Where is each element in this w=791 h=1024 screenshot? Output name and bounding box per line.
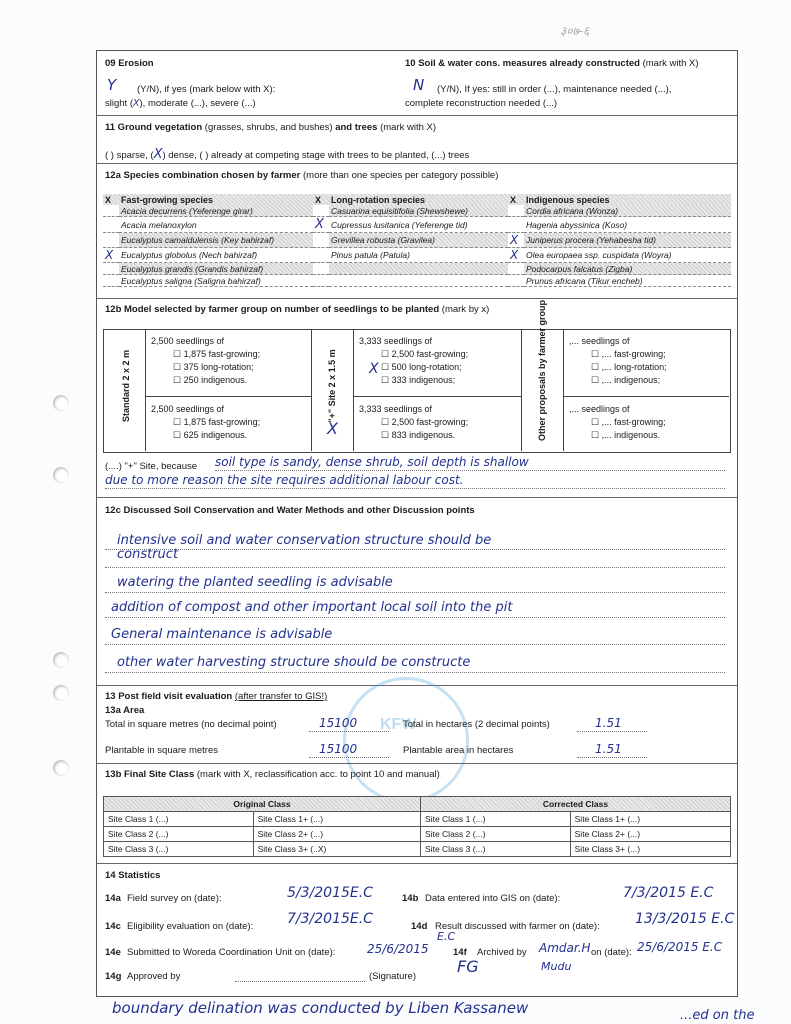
approved-by-label: Approved by <box>127 971 181 982</box>
archived-by-name: Amdar.H <box>539 941 591 955</box>
soilwater-heading: 10 Soil & water cons. measures already constructed (mark with X) <box>405 58 699 69</box>
site-class-table: Original Class Corrected Class Site Class 1 (...) Site Class 1+ (...) Site Class 1 (...) Site Class 1+ (...) Site Class 2 (...) Site Class 2+ (...) Site Class 2 (...) Site Class 2+ (...) Site Class 3 (...) Site Class 3+ (..X) Site Class 3 (...) Site Class 3+ (...) <box>103 796 731 857</box>
species-row: Acacia melanoxylon X Cupressus lusitanica (Yeferenge tid) Hagenia abyssinica (Koso) <box>103 217 731 233</box>
vegetation-options: ( ) sparse, (X) dense, ( ) already at competing stage with trees to be planted, (...) trees <box>105 147 470 162</box>
discussed-line: General maintenance is advisable <box>111 627 333 642</box>
discussed-heading: 12c Discussed Soil Conservation and Water Methods and other Discussion points <box>105 505 475 516</box>
binder-hole <box>53 760 69 776</box>
plant-ha-value: 1.51 <box>595 742 622 756</box>
species-row: Eucalyptus camaldulensis (Key bahirzaf) Grevillea robusta (Gravilea) X Juniperus procera (Yehabesha tid) <box>103 233 731 248</box>
soilwater-line2: complete reconstruction needed (...) <box>405 98 558 109</box>
binder-hole <box>53 467 69 483</box>
gis-entry-label: Data entered into GIS on (date): <box>425 893 561 904</box>
archived-by-signature: Mudu <box>541 960 572 973</box>
plus-site-mark: X <box>327 419 338 438</box>
plant-ha-label: Plantable area in hectares <box>403 745 514 756</box>
gis-entry-date: 7/3/2015 E.C <box>623 885 714 901</box>
col-fast: Fast-growing species <box>121 194 214 205</box>
woreda-label: Submitted to Woreda Coordination Unit on (date): <box>127 947 336 958</box>
discussed-line: intensive soil and water conservation structure should be <box>117 533 492 548</box>
discussed-line: addition of compost and other important local soil into the pit <box>111 600 513 615</box>
bottom-handwritten-note-2: ...ed on the <box>680 1008 755 1023</box>
species-table: X Fast-growing species X Long-rotation species X Indigenous species Acacia decurrens (Yeferenge girar) Casuarina equisitifolia (Shewshewe) Cordia africana (Wonza) Acacia melanoxylon X Cupressus lusitanica (Yeferenge tid) Hagenia abyssinica (Koso) Eucalyptus camaldulensis (Key bahirzaf) Grevillea robusta (Gravilea) X Juniperus procera (Yehabesha tid) X Eucalyptus globolus (Nech bahirzaf) Pinus patula (Patula) X Olea europaea ssp. cuspidata (Woyra) Eucalyptus grandis (Grandis bahirzaf) Podocarpus falcatus (Zigba) Eucalyptus saligna (Saligna bahirzaf) Prunus africana (Tikur encheb) <box>103 194 731 287</box>
approval-signature: FG <box>457 957 479 976</box>
discussed-line: other water harvesting structure should be constructe <box>117 655 471 670</box>
eligibility-label: Eligibility evaluation on (date): <box>127 921 254 932</box>
plus-option-b: 3,333 seedlings of ☐ 2,500 fast-growing; ☐ 833 indigenous. <box>359 404 469 440</box>
other-proposals-label: Other proposals by farmer group <box>537 299 547 441</box>
official-stamp: KFW <box>343 677 469 803</box>
site-class-row: Site Class 1 (...) Site Class 1+ (...) Site Class 1 (...) Site Class 1+ (...) <box>104 812 731 827</box>
post-heading: 13 Post field visit evaluation (after transfer to GIS!) <box>105 691 328 702</box>
site-class-row: Site Class 3 (...) Site Class 3+ (..X) Site Class 3 (...) Site Class 3+ (...) <box>104 842 731 857</box>
plus-site-label: "+" Site 2 x 1.5 m <box>327 349 337 423</box>
archived-date: 25/6/2015 E.C <box>637 940 723 954</box>
signature-label: (Signature) <box>369 971 416 982</box>
total-sqm-label: Total in square metres (no decimal point) <box>105 719 277 730</box>
soilwater-line1: (Y/N), If yes: still in order (...), maintenance needed (...), <box>437 84 672 95</box>
field-survey-date: 5/3/2015E.C <box>287 885 373 901</box>
col-indig: Indigenous species <box>526 194 610 205</box>
model-heading: 12b Model selected by farmer group on number of seedlings to be planted (mark by x) <box>105 304 490 315</box>
discussed-line: construct <box>117 547 179 562</box>
archived-on-label: on (date): <box>591 947 632 958</box>
standard-option-b: 2,500 seedlings of ☐ 1,875 fast-growing; ☐ 625 indigenous. <box>151 404 261 440</box>
species-row: Eucalyptus grandis (Grandis bahirzaf) Podocarpus falcatus (Zigba) <box>103 263 731 275</box>
soilwater-yn: N <box>413 76 425 94</box>
eligibility-date: 7/3/2015E.C <box>287 911 373 927</box>
standard-option-a: 2,500 seedlings of ☐ 1,875 fast-growing; ☐ 375 long-rotation; ☐ 250 indigenous. <box>151 336 261 385</box>
total-ha-value: 1.51 <box>595 716 622 730</box>
discussed-farmer-date: 13/3/2015 E.C <box>635 911 735 927</box>
erosion-heading: 09 Erosion <box>105 58 154 69</box>
plus-option-a: 3,333 seedlings of ☐ 2,500 fast-growing; ☐ 500 long-rotation; ☐ 333 indigenous; <box>359 336 469 385</box>
total-sqm-value: 15100 <box>319 716 358 730</box>
woreda-date: 25/6/2015 <box>367 942 429 956</box>
species-row: X Eucalyptus globolus (Nech bahirzaf) Pinus patula (Patula) X Olea europaea ssp. cuspidata (Woyra) <box>103 248 731 263</box>
binder-hole <box>53 395 69 411</box>
species-heading: 12a Species combination chosen by farmer (more than one species per category possible) <box>105 170 499 181</box>
because-line2: due to more reason the site requires additional labour cost. <box>105 473 464 487</box>
erosion-yn: Y <box>107 76 117 94</box>
woreda-date-era: E.C <box>437 930 456 943</box>
top-scribble: ३०७-६ <box>560 24 590 38</box>
because-line1: soil type is sandy, dense shrub, soil depth is shallow <box>215 455 529 469</box>
standard-label: Standard 2 x 2 m <box>121 349 131 423</box>
because-prefix: (....) "+" Site, because <box>105 461 198 472</box>
area-heading: 13a Area <box>105 705 145 716</box>
erosion-line2: slight (X), moderate (...), severe (...) <box>105 98 256 109</box>
binder-hole <box>53 685 69 701</box>
field-survey-label: Field survey on (date): <box>127 893 222 904</box>
stats-heading: 14 Statistics <box>105 870 161 881</box>
form-page: 09 Erosion Y (Y/N), if yes (mark below with X): slight (X), moderate (...), severe (...) 10 Soil & water cons. measures already constructed (mark with X) N (Y/N), If yes: still in order (...), maintenance needed (...), complete reconstruction needed (...) 11 Ground vegetation (grasses, shrubs, and bushes) and trees (mark with X) ( ) sparse, (X) dense, ( ) already at competing stage with trees to be planted, (...) trees 12a Species combination chosen by farmer (more than one species per category possible) X Fast-growing species X Long-rotation species X Indigenous species Acacia decurrens (Yeferenge girar) Casuarina equisitifolia (Shewshewe) Cordia africana (Wonza) Acacia melanoxylon X Cupressus lusitanica (Yeferenge tid) Hagenia abyssinica (Koso) Eucalyptus camaldulensis (Key bahirzaf) Grevillea robusta (Gravilea) X Juniperus procera (Yehabesha tid) X Eucalyptus globolus (Nech bahirzaf) Pinus patula (Patula) X Olea europaea ssp. cuspidata (Woyra) Eucalyptus grandis (Grandis bahirzaf) Podocarpus falcatus (Zigba) Eucalyptus saligna (Saligna bahirzaf) Prunus africana (Tikur encheb) 12b Model selected by farmer group on number of seedlings to be planted (mark by x) Standard 2 x 2 m "+" Site 2 x 1.5 m Other proposals by farmer group 2,500 seedlings of ☐ 1,875 fast-growing; ☐ 375 long-rotation; ☐ 250 indigenous. 2,500 seedlings of ☐ 1,875 fast-growing; ☐ 625 indigenous. 3,333 seedlings of ☐ 2,500 fast-growing; ☐ 500 long-rotation; ☐ 333 indigenous; X 3,333 seedlings of ☐ 2,500 fast-growing; ☐ 833 indigenous. X ,... seedlings of ☐ ,... fast-growing; ☐ ,... long-rotation; ☐ ,... indigenous; ,... seedlings of ☐ ,... fast-growing; ☐ ,... indigenous. (....) "+" Site, because soil type is sandy, dense shrub, soil depth is shallow due to more reason the site requires additional labour cost. 12c Discussed Soil Conservation and Water Methods and other Discussion points intensive soil and water conservation structure should be construct watering the planted seedling is advisable addition of compost and other important local soil into the pit General maintenance is advisable other water harvesting structure should be constructe KFW 13 Post field visit evaluation (after transfer to GIS!) 13a Area Total in square metres (no decimal point) 15100 Total in hectares (2 decimal points) 1.51 Plantable in square metres 15100 Plantable area in hectares 1.51 13b Final Site Class (mark with X, reclassification acc. to point 10 and manual) Original Class Corrected Class Site Class 1 (...) Site Class 1+ (...) Site Class 1 (...) Site Class 1+ (...) Site Class 2 (...) Site Class 2+ (...) Site Class 2 (...) Site Class 2+ (...) Site Class 3 (...) Site Class 3+ (..X) Site Class 3 (...) Site Class 3+ (...) 14 Statistics 14a Field survey on (date): 5/3/2015E.C 14b Data entered into GIS on (date): 7/3/2015 E.C 14c Eligibility evaluation on (date): 7/3/2015E.C 14d Result discussed with farmer on (date): 13/3/2015 E.C 14e Submitted to Woreda Coordination Unit on (date): 25/6/2015 E.C 14f Archived by Amdar.H on (date): 25/6/2015 E.C Mudu 14g Approved by (Signature) FG <box>96 50 738 997</box>
plus-option-a-mark: X <box>369 361 379 377</box>
erosion-line1: (Y/N), if yes (mark below with X): <box>137 84 276 95</box>
species-row: Eucalyptus saligna (Saligna bahirzaf) Prunus africana (Tikur encheb) <box>103 275 731 287</box>
class-heading: 13b Final Site Class (mark with X, reclassification acc. to point 10 and manual) <box>105 769 440 780</box>
binder-hole <box>53 652 69 668</box>
species-row: Acacia decurrens (Yeferenge girar) Casuarina equisitifolia (Shewshewe) Cordia africana (Wonza) <box>103 205 731 217</box>
plant-sqm-value: 15100 <box>319 742 358 756</box>
discussed-line: watering the planted seedling is advisable <box>117 575 393 590</box>
other-option-b: ,... seedlings of ☐ ,... fast-growing; ☐ ,... indigenous. <box>569 404 666 440</box>
bottom-handwritten-note: boundary delination was conducted by Liben Kassanew <box>112 999 529 1017</box>
plant-sqm-label: Plantable in square metres <box>105 745 219 756</box>
other-option-a: ,... seedlings of ☐ ,... fast-growing; ☐ ,... long-rotation; ☐ ,... indigenous; <box>569 336 667 385</box>
total-ha-label: Total in hectares (2 decimal points) <box>403 719 550 730</box>
archived-by-label: Archived by <box>477 947 527 958</box>
discussed-farmer-label: Result discussed with farmer on (date): <box>435 921 600 932</box>
site-class-row: Site Class 2 (...) Site Class 2+ (...) Site Class 2 (...) Site Class 2+ (...) <box>104 827 731 842</box>
vegetation-heading: 11 Ground vegetation (grasses, shrubs, and bushes) and trees (mark with X) <box>105 122 437 133</box>
col-long: Long-rotation species <box>331 194 426 205</box>
